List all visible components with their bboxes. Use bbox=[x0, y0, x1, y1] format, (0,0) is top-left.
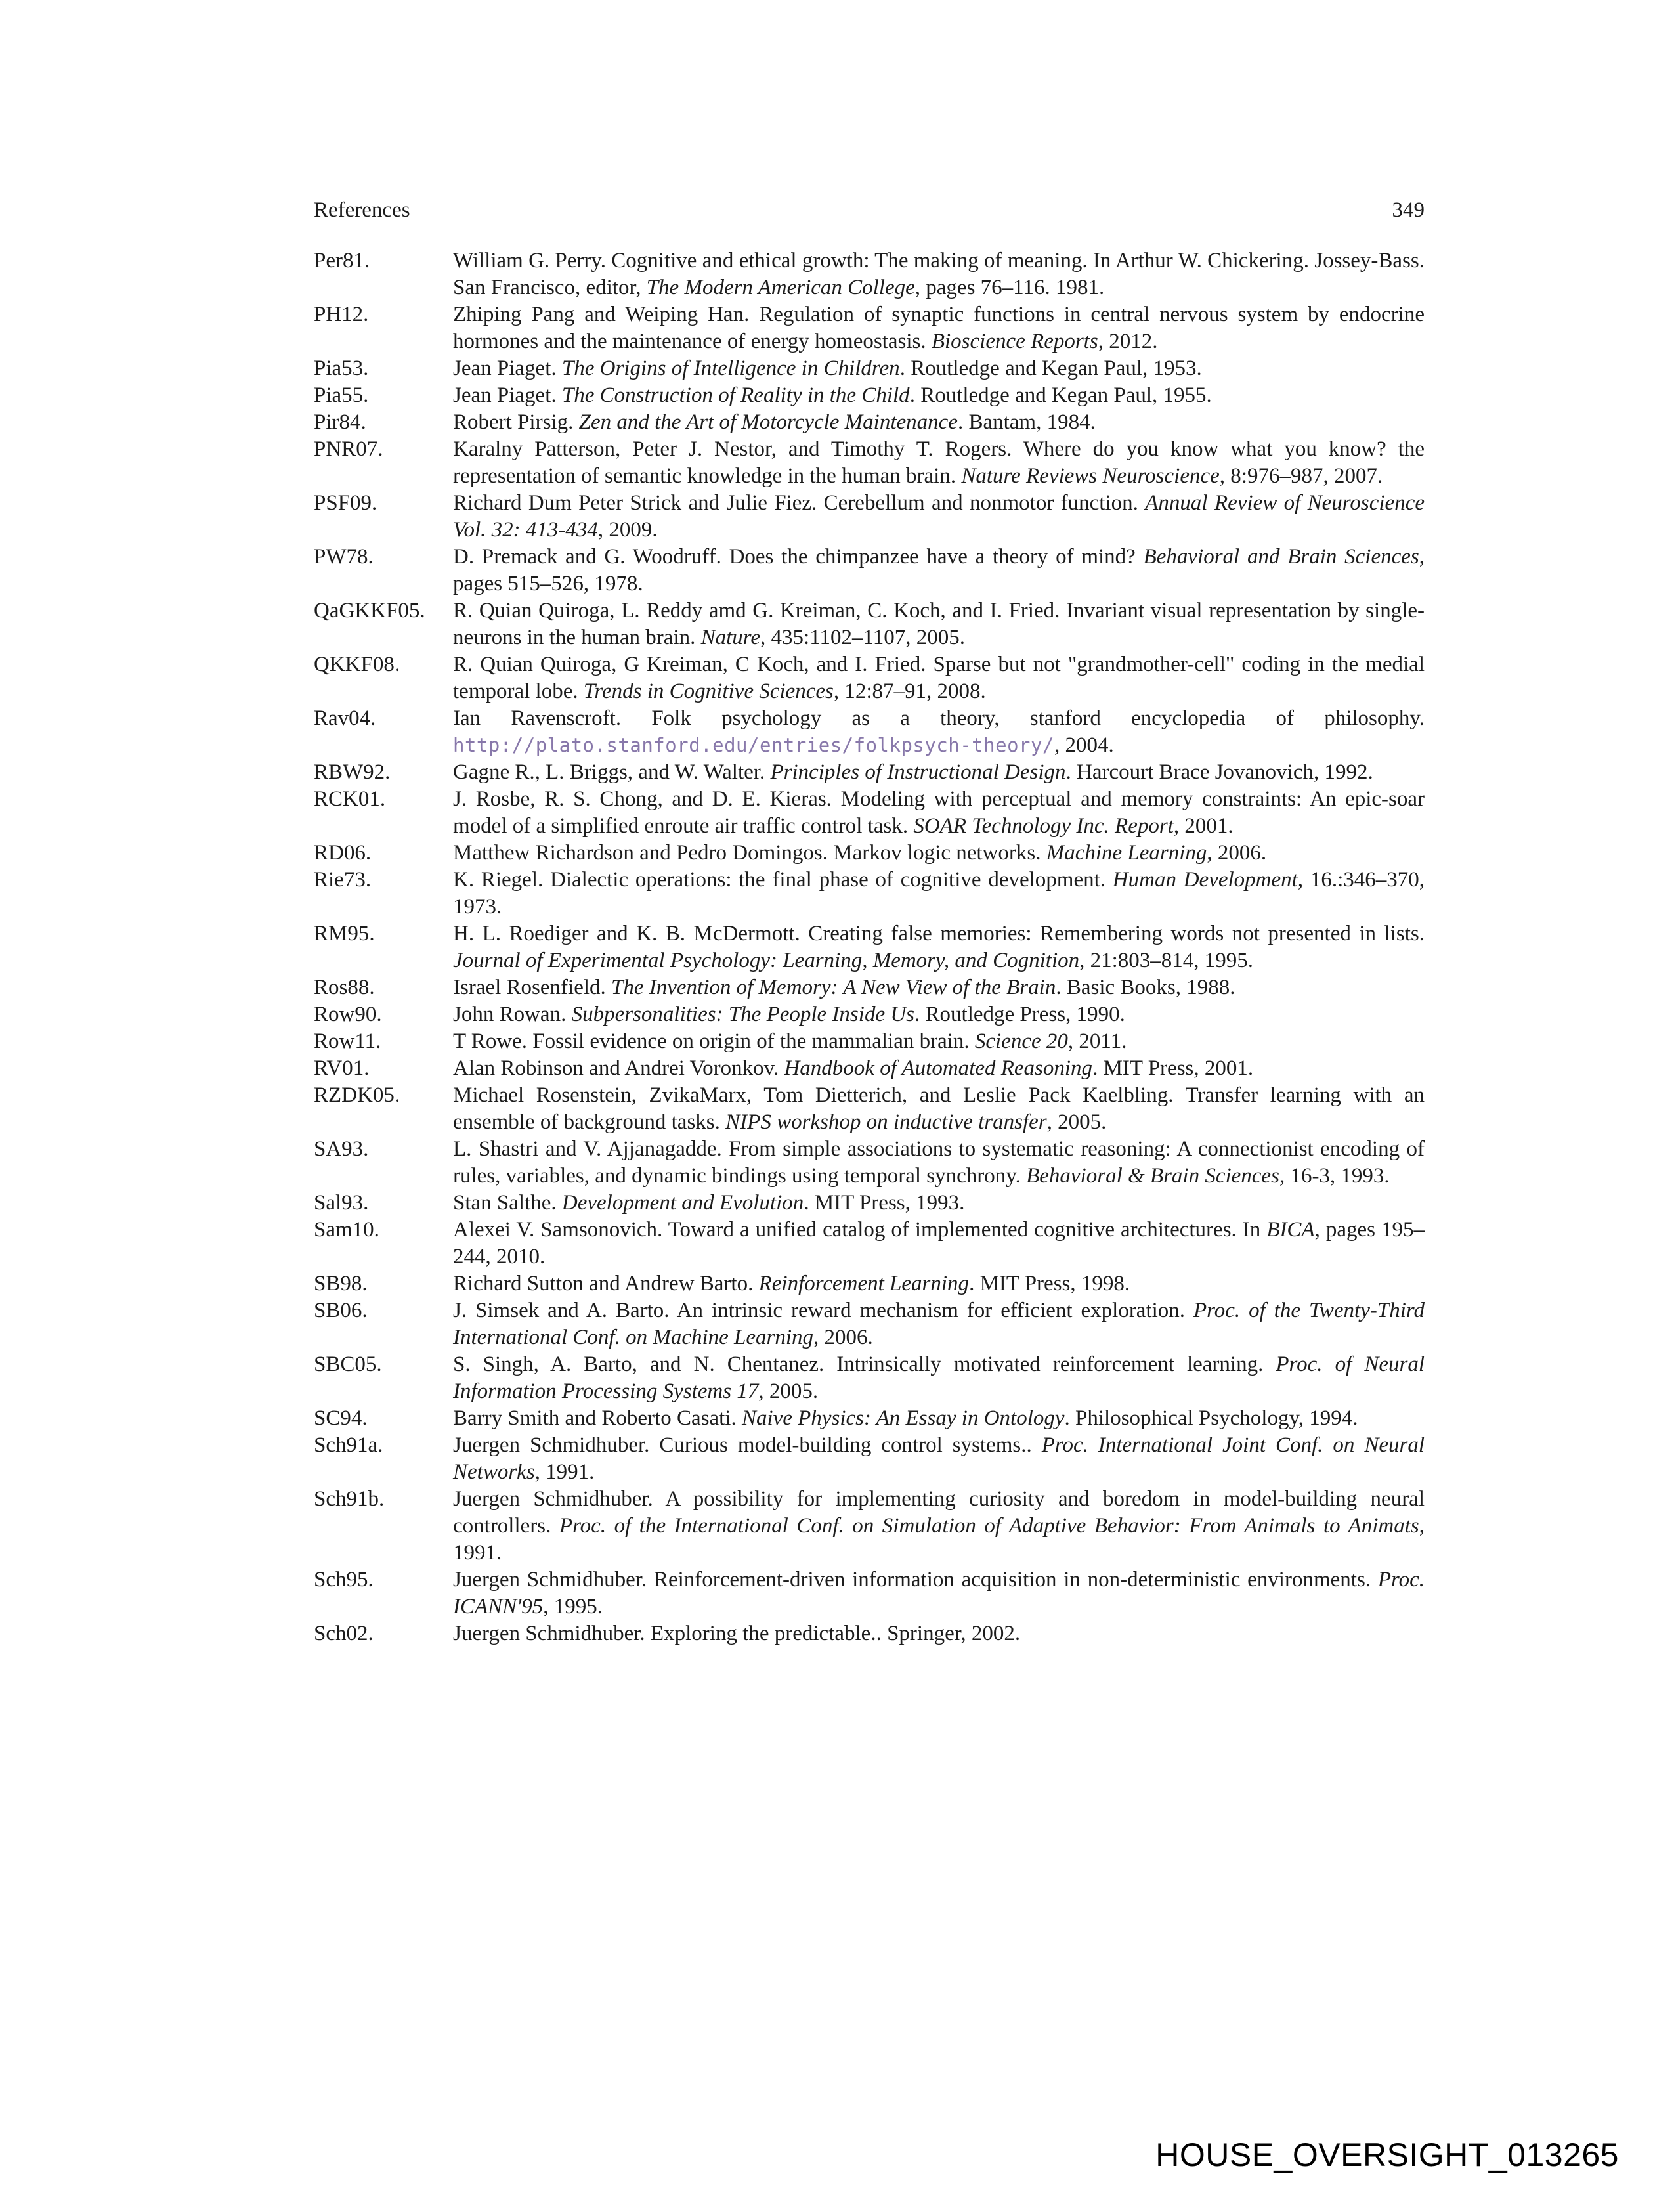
reference-title-italic: NIPS workshop on inductive transfer bbox=[725, 1110, 1047, 1134]
reference-text bbox=[453, 1620, 1425, 1647]
reference-text bbox=[453, 1567, 1425, 1620]
reference-plain-text: . Bantam, 1984. bbox=[957, 410, 1096, 434]
reference-text bbox=[453, 786, 1425, 840]
reference-entry bbox=[314, 1620, 1425, 1647]
reference-title-italic: Principles of Instructional Design bbox=[770, 760, 1066, 784]
reference-text bbox=[453, 1028, 1425, 1055]
reference-plain-text: Juergen Schmidhuber. Reinforcement-driven information acquisition in non-deterministic environments. bbox=[453, 1568, 1378, 1592]
reference-plain-text: R. Quian Quiroga, L. Reddy amd G. Kreiman, C. Koch, and I. Fried. Invariant visual representation by single-neurons in the human brain. bbox=[453, 599, 1425, 649]
reference-title-italic: Proc. International Joint Conf. on Neural Networks bbox=[453, 1433, 1425, 1484]
reference-plain-text: , 2009. bbox=[597, 518, 658, 542]
reference-title-italic: Nature bbox=[700, 626, 761, 649]
reference-text bbox=[453, 840, 1425, 867]
reference-plain-text: , pages 195–244, 2010. bbox=[453, 1218, 1425, 1269]
reference-title-italic: Human Development bbox=[1112, 868, 1298, 892]
reference-text bbox=[453, 705, 1425, 759]
reference-entry bbox=[314, 1297, 1425, 1351]
reference-title-italic: Naive Physics: An Essay in Ontology bbox=[741, 1406, 1065, 1430]
reference-plain-text: . Routledge and Kegan Paul, 1955. bbox=[909, 383, 1212, 407]
reference-text bbox=[453, 1136, 1425, 1190]
reference-entry bbox=[314, 1351, 1425, 1405]
reference-plain-text: John Rowan. bbox=[453, 1003, 572, 1026]
reference-text bbox=[453, 1351, 1425, 1405]
reference-label: Sch95. bbox=[314, 1568, 374, 1592]
reference-entry bbox=[314, 705, 1425, 759]
reference-text bbox=[453, 1082, 1425, 1136]
reference-text bbox=[453, 1217, 1425, 1270]
reference-plain-text: , 2005. bbox=[758, 1379, 819, 1403]
reference-entry bbox=[314, 1217, 1425, 1270]
reference-label: Sch02. bbox=[314, 1622, 374, 1645]
reference-plain-text: , 21:803–814, 1995. bbox=[1079, 949, 1254, 972]
reference-label: SBC05. bbox=[314, 1353, 382, 1376]
reference-plain-text: Juergen Schmidhuber. A possibility for implementing curiosity and boredom in model-building neural controllers. bbox=[453, 1487, 1425, 1538]
reference-title-italic: Behavioral and Brain Sciences bbox=[1143, 545, 1419, 569]
reference-entry bbox=[314, 1432, 1425, 1486]
running-header bbox=[314, 197, 1425, 224]
reference-entry bbox=[314, 1190, 1425, 1217]
reference-label: SC94. bbox=[314, 1406, 368, 1430]
reference-plain-text: Matthew Richardson and Pedro Domingos. Markov logic networks. bbox=[453, 841, 1046, 865]
reference-plain-text: , 2004. bbox=[1054, 733, 1114, 757]
reference-title-italic: Behavioral & Brain Sciences bbox=[1026, 1164, 1279, 1188]
reference-plain-text: Barry Smith and Roberto Casati. bbox=[453, 1406, 742, 1430]
reference-text bbox=[453, 544, 1425, 597]
reference-plain-text: , 2012. bbox=[1098, 330, 1158, 353]
reference-title-italic: Nature Reviews Neuroscience bbox=[961, 464, 1220, 488]
reference-text bbox=[453, 1432, 1425, 1486]
reference-plain-text: Juergen Schmidhuber. Curious model-building control systems.. bbox=[453, 1433, 1042, 1457]
reference-entry bbox=[314, 1001, 1425, 1028]
reference-plain-text: H. L. Roediger and K. B. McDermott. Creating false memories: Remembering words not presented in lists. bbox=[453, 922, 1425, 945]
reference-text bbox=[453, 436, 1425, 490]
reference-plain-text: Stan Salthe. bbox=[453, 1191, 562, 1215]
reference-label: Sch91b. bbox=[314, 1487, 385, 1511]
reference-title-italic: Handbook of Automated Reasoning bbox=[784, 1056, 1093, 1080]
reference-text bbox=[453, 1055, 1425, 1082]
reference-label: PSF09. bbox=[314, 491, 377, 515]
reference-entry bbox=[314, 921, 1425, 974]
reference-title-italic: Reinforcement Learning bbox=[758, 1272, 970, 1295]
reference-title-italic: Proc. ICANN'95 bbox=[453, 1568, 1425, 1618]
reference-title-italic: The Construction of Reality in the Child bbox=[561, 383, 910, 407]
url-text: http://plato.stanford.edu/entries/folkpsych-theory/ bbox=[453, 734, 1054, 756]
reference-plain-text: Juergen Schmidhuber. Exploring the predictable.. Springer, 2002. bbox=[453, 1622, 1021, 1645]
reference-label: Pia53. bbox=[314, 357, 369, 380]
reference-text bbox=[453, 1486, 1425, 1567]
reference-plain-text: , 1991. bbox=[453, 1514, 1425, 1565]
reference-plain-text: R. Quian Quiroga, G Kreiman, C Koch, and I. Fried. Sparse but not "grandmother-cell" coding in the medial temporal lobe. bbox=[453, 653, 1425, 703]
reference-entry bbox=[314, 490, 1425, 544]
reference-label: Rie73. bbox=[314, 868, 372, 892]
reference-text bbox=[453, 409, 1425, 436]
reference-plain-text: K. Riegel. Dialectic operations: the final phase of cognitive development. bbox=[453, 868, 1113, 892]
reference-label: Pia55. bbox=[314, 383, 369, 407]
reference-title-italic: Machine Learning bbox=[1046, 841, 1207, 865]
reference-label: SB98. bbox=[314, 1272, 368, 1295]
reference-entry bbox=[314, 1270, 1425, 1297]
reference-label: Ros88. bbox=[314, 976, 375, 999]
reference-plain-text: Richard Sutton and Andrew Barto. bbox=[453, 1272, 759, 1295]
reference-title-italic: The Invention of Memory: A New View of the Brain bbox=[611, 976, 1056, 999]
reference-plain-text: Ian Ravenscroft. Folk psychology as a theory, stanford encyclopedia of philosophy. bbox=[453, 706, 1425, 730]
reference-title-italic: Bioscience Reports bbox=[931, 330, 1098, 353]
reference-label: QaGKKF05. bbox=[314, 599, 425, 622]
reference-entry bbox=[314, 1055, 1425, 1082]
reference-label: Pir84. bbox=[314, 410, 366, 434]
reference-label: RCK01. bbox=[314, 787, 386, 811]
reference-label: PW78. bbox=[314, 545, 374, 569]
reference-entry bbox=[314, 597, 1425, 651]
reference-plain-text: T Rowe. Fossil evidence on origin of the mammalian brain. bbox=[453, 1030, 975, 1053]
reference-title-italic: Annual Review of Neuroscience Vol. 32: 413-434 bbox=[453, 491, 1425, 542]
reference-plain-text: J. Rosbe, R. S. Chong, and D. E. Kieras. Modeling with perceptual and memory constraints: An epic-soar model of a simplified enroute air traffic control task. bbox=[453, 787, 1425, 838]
reference-title-italic: Proc. of the Twenty-Third International Conf. on Machine Learning bbox=[453, 1299, 1425, 1349]
reference-plain-text: , 2005. bbox=[1046, 1110, 1107, 1134]
reference-title-italic: Science 20 bbox=[974, 1030, 1068, 1053]
reference-plain-text: Karalny Patterson, Peter J. Nestor, and Timothy T. Rogers. Where do you know what you know? the representation of semantic knowledge in the human brain. bbox=[453, 437, 1425, 488]
reference-plain-text: . Routledge and Kegan Paul, 1953. bbox=[899, 357, 1202, 380]
reference-text bbox=[453, 597, 1425, 651]
reference-label: RV01. bbox=[314, 1056, 370, 1080]
reference-label: PNR07. bbox=[314, 437, 383, 461]
reference-text bbox=[453, 490, 1425, 544]
reference-plain-text: S. Singh, A. Barto, and N. Chentanez. Intrinsically motivated reinforcement learning. bbox=[453, 1353, 1276, 1376]
page-number: 349 bbox=[1392, 198, 1425, 222]
reference-entry bbox=[314, 651, 1425, 705]
reference-label: QKKF08. bbox=[314, 653, 400, 676]
reference-plain-text: , 2001. bbox=[1173, 814, 1234, 838]
reference-plain-text: Zhiping Pang and Weiping Han. Regulation of synaptic functions in central nervous system by endocrine hormones and the maintenance of energy homeostasis. bbox=[453, 303, 1425, 353]
reference-title-italic: BICA bbox=[1266, 1218, 1315, 1242]
reference-title-italic: The Origins of Intelligence in Children bbox=[561, 357, 900, 380]
reference-title-italic: Journal of Experimental Psychology: Learning, Memory, and Cognition bbox=[453, 949, 1080, 972]
reference-plain-text: , 1995. bbox=[543, 1595, 603, 1618]
reference-plain-text: D. Premack and G. Woodruff. Does the chimpanzee have a theory of mind? bbox=[453, 545, 1144, 569]
reference-entry bbox=[314, 1486, 1425, 1567]
reference-label: Sal93. bbox=[314, 1191, 369, 1215]
reference-plain-text: Michael Rosenstein, ZvikaMarx, Tom Dietterich, and Leslie Pack Kaelbling. Transfer learning with an ensemble of background tasks. bbox=[453, 1083, 1425, 1134]
reference-entry bbox=[314, 1405, 1425, 1432]
reference-entry bbox=[314, 544, 1425, 597]
reference-plain-text: , 16.:346–370, 1973. bbox=[453, 868, 1425, 919]
reference-label: RZDK05. bbox=[314, 1083, 400, 1107]
reference-plain-text: . MIT Press, 1993. bbox=[804, 1191, 965, 1215]
reference-entry bbox=[314, 1136, 1425, 1190]
reference-plain-text: . Harcourt Brace Jovanovich, 1992. bbox=[1065, 760, 1373, 784]
reference-plain-text: . Basic Books, 1988. bbox=[1056, 976, 1235, 999]
reference-label: Sch91a. bbox=[314, 1433, 383, 1457]
reference-entry bbox=[314, 301, 1425, 355]
reference-entry bbox=[314, 840, 1425, 867]
reference-plain-text: Alan Robinson and Andrei Voronkov. bbox=[453, 1056, 784, 1080]
reference-plain-text: , 8:976–987, 2007. bbox=[1219, 464, 1383, 488]
reference-entry bbox=[314, 436, 1425, 490]
reference-plain-text: . MIT Press, 1998. bbox=[969, 1272, 1130, 1295]
reference-label: Row11. bbox=[314, 1030, 381, 1053]
reference-entry bbox=[314, 1567, 1425, 1620]
reference-plain-text: . Routledge Press, 1990. bbox=[914, 1003, 1125, 1026]
reference-title-italic: Proc. of Neural Information Processing Systems 17 bbox=[453, 1353, 1425, 1403]
reference-plain-text: , 1991. bbox=[534, 1460, 595, 1484]
reference-plain-text: , 12:87–91, 2008. bbox=[833, 680, 986, 703]
reference-text bbox=[453, 651, 1425, 705]
reference-plain-text: Israel Rosenfield. bbox=[453, 976, 612, 999]
reference-plain-text: William G. Perry. Cognitive and ethical growth: The making of meaning. In Arthur W. Chickering. Jossey-Bass. San Francisco, editor, bbox=[453, 249, 1425, 299]
references-list bbox=[314, 248, 1425, 1647]
reference-plain-text: Robert Pirsig. bbox=[453, 410, 579, 434]
reference-plain-text: , 2011. bbox=[1067, 1030, 1127, 1053]
reference-text bbox=[453, 1001, 1425, 1028]
reference-plain-text: Alexei V. Samsonovich. Toward a unified catalog of implemented cognitive architectures. In bbox=[453, 1218, 1267, 1242]
reference-title-italic: SOAR Technology Inc. Report bbox=[913, 814, 1174, 838]
reference-entry bbox=[314, 248, 1425, 301]
reference-text bbox=[453, 1297, 1425, 1351]
reference-entry bbox=[314, 786, 1425, 840]
reference-text bbox=[453, 921, 1425, 974]
reference-text bbox=[453, 355, 1425, 382]
reference-text bbox=[453, 867, 1425, 921]
reference-text bbox=[453, 382, 1425, 409]
reference-text bbox=[453, 301, 1425, 355]
reference-plain-text: , pages 76–116. 1981. bbox=[914, 276, 1105, 299]
reference-plain-text: Richard Dum Peter Strick and Julie Fiez. Cerebellum and nonmotor function. bbox=[453, 491, 1146, 515]
reference-plain-text: Jean Piaget. bbox=[453, 383, 562, 407]
header-section-title: References bbox=[314, 198, 410, 222]
reference-entry bbox=[314, 974, 1425, 1001]
reference-entry bbox=[314, 867, 1425, 921]
reference-title-italic: Development and Evolution bbox=[561, 1191, 804, 1215]
reference-plain-text: , 435:1102–1107, 2005. bbox=[760, 626, 966, 649]
reference-plain-text: , 2006. bbox=[1207, 841, 1267, 865]
reference-label: Rav04. bbox=[314, 706, 376, 730]
reference-plain-text: . MIT Press, 2001. bbox=[1092, 1056, 1254, 1080]
reference-text bbox=[453, 759, 1425, 786]
reference-plain-text: , pages 515–526, 1978. bbox=[453, 545, 1425, 596]
reference-title-italic: Zen and the Art of Motorcycle Maintenance bbox=[578, 410, 958, 434]
reference-plain-text: . Philosophical Psychology, 1994. bbox=[1064, 1406, 1358, 1430]
reference-entry bbox=[314, 355, 1425, 382]
reference-title-italic: Trends in Cognitive Sciences bbox=[583, 680, 834, 703]
reference-label: Per81. bbox=[314, 249, 370, 272]
reference-plain-text: J. Simsek and A. Barto. An intrinsic reward mechanism for efficient exploration. bbox=[453, 1299, 1193, 1322]
reference-plain-text: L. Shastri and V. Ajjanagadde. From simple associations to systematic reasoning: A connectionist encoding of rules, variables, and dynamic bindings using temporal synchrony. bbox=[453, 1137, 1425, 1188]
reference-plain-text: Jean Piaget. bbox=[453, 357, 562, 380]
reference-entry bbox=[314, 382, 1425, 409]
reference-label: RD06. bbox=[314, 841, 372, 865]
reference-entry bbox=[314, 1082, 1425, 1136]
reference-text bbox=[453, 1405, 1425, 1432]
reference-text bbox=[453, 248, 1425, 301]
reference-label: SB06. bbox=[314, 1299, 368, 1322]
reference-label: PH12. bbox=[314, 303, 369, 326]
reference-title-italic: Proc. of the International Conf. on Simulation of Adaptive Behavior: From Animals to Animats bbox=[559, 1514, 1419, 1538]
reference-label: Sam10. bbox=[314, 1218, 379, 1242]
reference-label: RBW92. bbox=[314, 760, 391, 784]
reference-text bbox=[453, 974, 1425, 1001]
page-body bbox=[314, 197, 1425, 1647]
bates-stamp: HOUSE_OVERSIGHT_013265 bbox=[1155, 2136, 1619, 2173]
reference-text bbox=[453, 1270, 1425, 1297]
reference-title-italic: Subpersonalities: The People Inside Us bbox=[571, 1003, 915, 1026]
reference-title-italic: The Modern American College bbox=[646, 276, 915, 299]
reference-entry bbox=[314, 759, 1425, 786]
reference-label: Row90. bbox=[314, 1003, 382, 1026]
reference-entry bbox=[314, 1028, 1425, 1055]
reference-text bbox=[453, 1190, 1425, 1217]
reference-label: RM95. bbox=[314, 922, 375, 945]
reference-label: SA93. bbox=[314, 1137, 369, 1161]
reference-plain-text: Gagne R., L. Briggs, and W. Walter. bbox=[453, 760, 771, 784]
reference-plain-text: , 2006. bbox=[813, 1326, 873, 1349]
reference-entry bbox=[314, 409, 1425, 436]
reference-plain-text: , 16-3, 1993. bbox=[1279, 1164, 1390, 1188]
